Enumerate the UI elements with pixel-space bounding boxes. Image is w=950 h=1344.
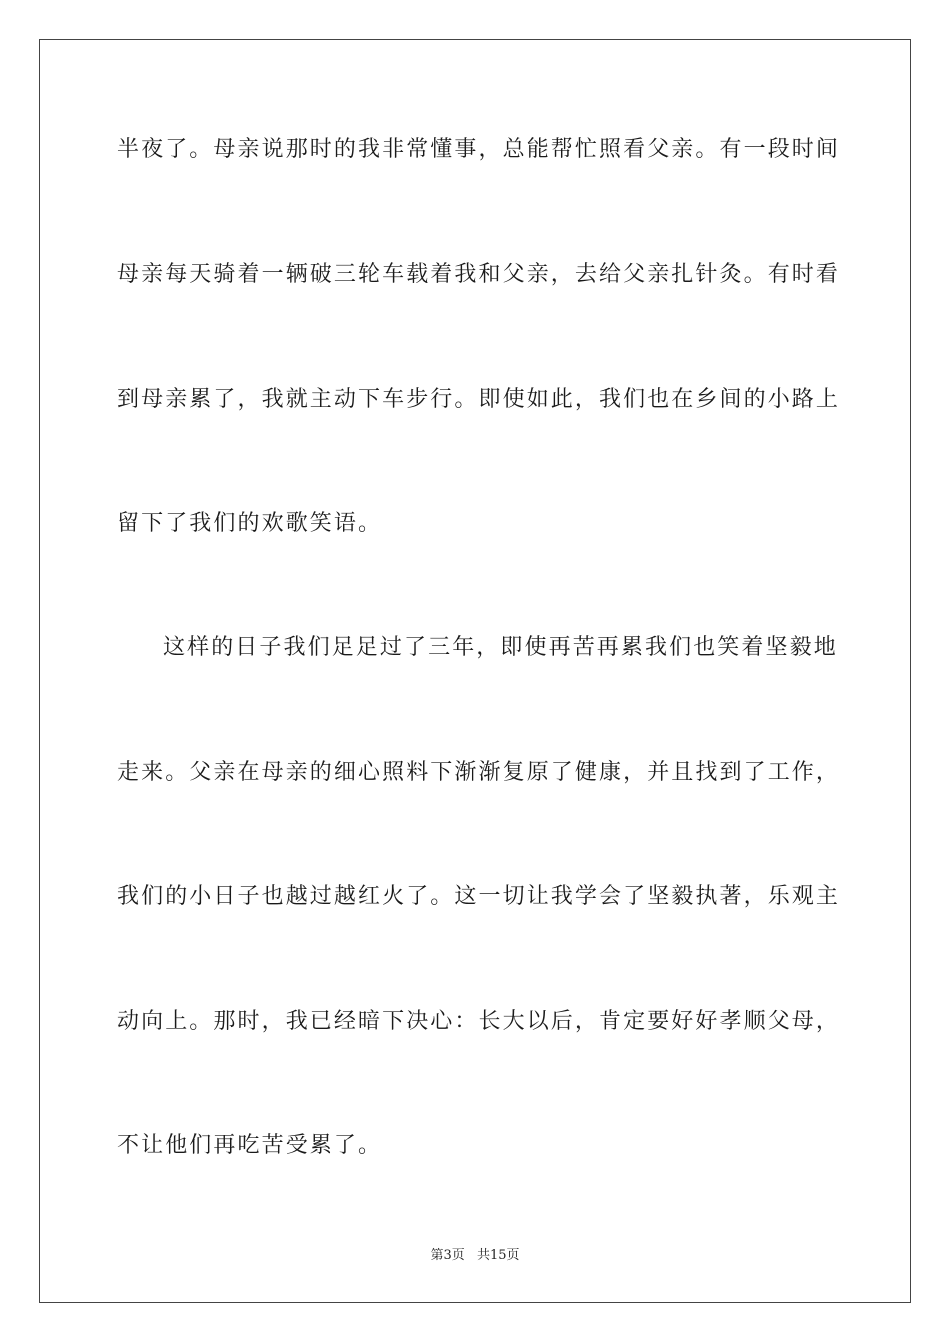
page-frame xyxy=(39,39,911,1303)
page-number: 第3页 xyxy=(430,1248,465,1263)
page-total: 共15页 xyxy=(476,1248,520,1263)
page-footer xyxy=(0,1247,950,1265)
text-line: 走来。父亲在母亲的细心照料下渐渐复原了健康，并且找到了工作， xyxy=(117,760,841,785)
text-line: 动向上。那时，我已经暗下决心：长大以后，肯定要好好孝顺父母， xyxy=(117,1009,841,1034)
text-line: 母亲每天骑着一辆破三轮车载着我和父亲，去给父亲扎针灸。有时看 xyxy=(117,262,841,287)
text-line: 到母亲累了，我就主动下车步行。即使如此，我们也在乡间的小路上 xyxy=(117,387,841,412)
text-line: 半夜了。母亲说那时的我非常懂事，总能帮忙照看父亲。有一段时间 xyxy=(117,137,841,162)
text-line: 不让他们再吃苦受累了。 xyxy=(117,1133,383,1158)
paragraph-start-line: 这样的日子我们足足过了三年，即使再苦再累我们也笑着坚毅地 xyxy=(163,635,838,660)
text-line: 留下了我们的欢歌笑语。 xyxy=(117,511,383,536)
text-line: 我们的小日子也越过越红火了。这一切让我学会了坚毅执著，乐观主 xyxy=(117,884,841,909)
